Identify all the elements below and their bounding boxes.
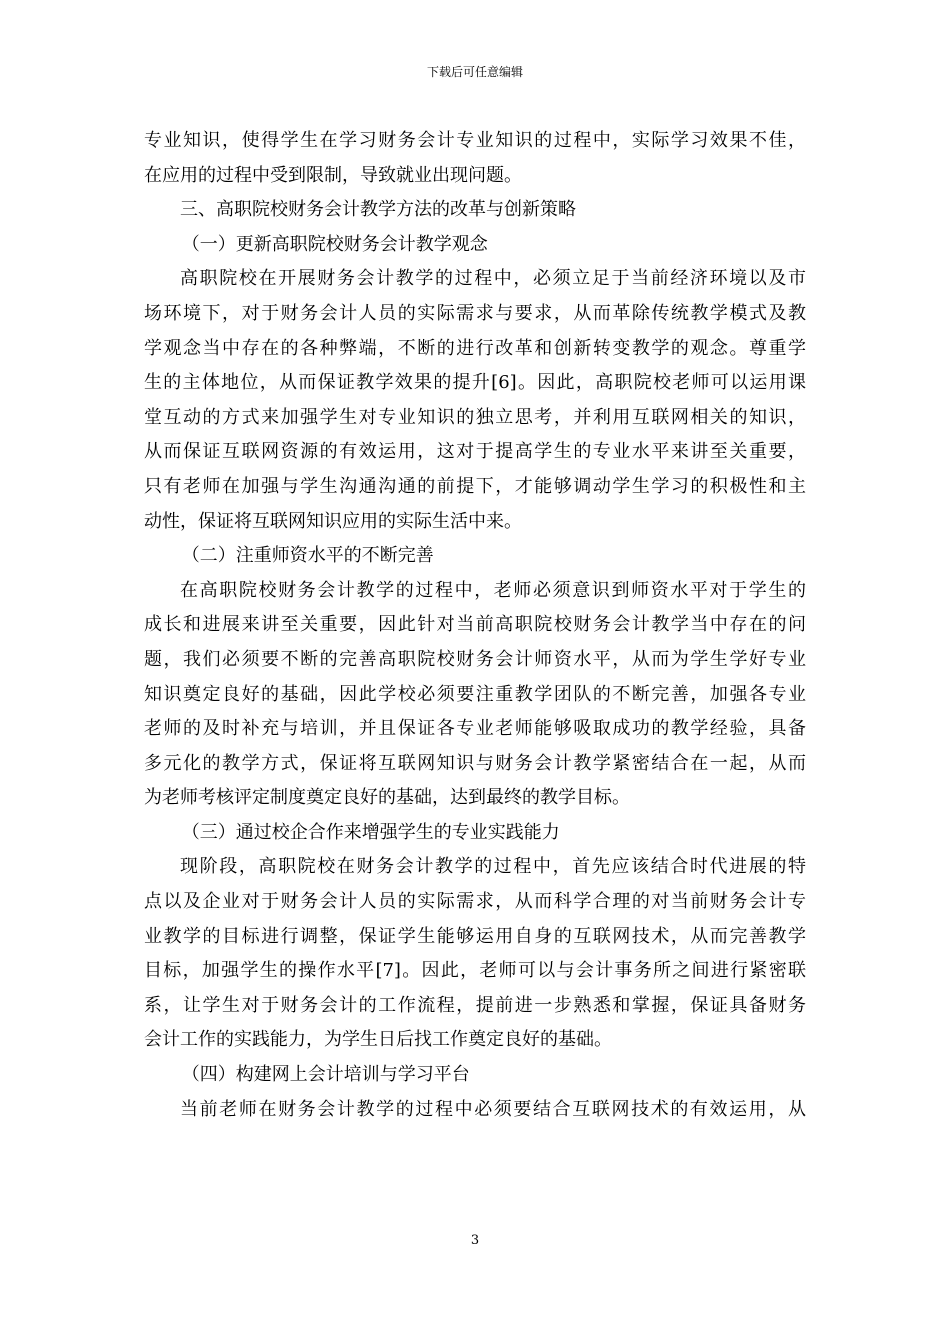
- section-heading: 三、高职院校财务会计教学方法的改革与创新策略: [180, 199, 576, 221]
- subsection-heading: （四）构建网上会计培训与学习平台: [181, 1064, 470, 1086]
- paragraph-line: 为老师考核评定制度奠定良好的基础，达到最终的教学目标。: [144, 787, 630, 809]
- paragraph-line: 会计工作的实践能力，为学生日后找工作奠定良好的基础。: [144, 1029, 612, 1051]
- paragraph-line: 生的主体地位，从而保证教学效果的提升[6]。因此，高职院校老师可以运用课: [144, 372, 806, 394]
- paragraph-line: 系，让学生对于财务会计的工作流程，提前进一步熟悉和掌握，保证具备财务: [144, 994, 806, 1016]
- document-body: [144, 124, 806, 1127]
- paragraph-line: 多元化的教学方式，保证将互联网知识与财务会计教学紧密结合在一起，从而: [144, 752, 806, 774]
- paragraph-line: 高职院校在开展财务会计教学的过程中，必须立足于当前经济环境以及市: [180, 268, 806, 290]
- paragraph-line: 现阶段，高职院校在财务会计教学的过程中，首先应该结合时代进展的特: [180, 856, 806, 878]
- paragraph-line: 只有老师在加强与学生沟通沟通的前提下，才能够调动学生学习的积极性和主: [144, 475, 806, 497]
- subsection-heading: （一）更新高职院校财务会计教学观念: [181, 233, 488, 255]
- subsection-heading: （二）注重师资水平的不断完善: [181, 545, 434, 567]
- paragraph-line: 点以及企业对于财务会计人员的实际需求，从而科学合理的对当前财务会计专: [144, 891, 806, 913]
- paragraph-line: 在应用的过程中受到限制，导致就业出现问题。: [144, 164, 522, 186]
- paragraph-line: 从而保证互联网资源的有效运用，这对于提高学生的专业水平来讲至关重要，: [144, 441, 806, 463]
- paragraph-line: 知识奠定良好的基础，因此学校必须要注重教学团队的不断完善，加强各专业: [144, 683, 806, 705]
- paragraph-line: 场环境下，对于财务会计人员的实际需求与要求，从而革除传统教学模式及教: [144, 302, 806, 324]
- subsection-heading: （三）通过校企合作来增强学生的专业实践能力: [181, 821, 560, 843]
- paragraph-line: 当前老师在财务会计教学的过程中必须要结合互联网技术的有效运用，从: [180, 1098, 806, 1120]
- paragraph-line: 学观念当中存在的各种弊端，不断的进行改革和创新转变教学的观念。尊重学: [144, 337, 806, 359]
- paragraph-line: 题，我们必须要不断的完善高职院校财务会计师资水平，从而为学生学好专业: [144, 648, 806, 670]
- paragraph-line: 动性，保证将互联网知识应用的实际生活中来。: [144, 510, 522, 532]
- paragraph-line: 业教学的目标进行调整，保证学生能够运用自身的互联网技术，从而完善教学: [144, 925, 806, 947]
- paragraph-line: 目标，加强学生的操作水平[7]。因此，老师可以与会计事务所之间进行紧密联: [144, 960, 806, 982]
- paragraph-line: 成长和进展来讲至关重要，因此针对当前高职院校财务会计教学当中存在的问: [144, 614, 806, 636]
- page-number: 3: [470, 1233, 480, 1248]
- page-header: 下载后可任意编辑: [426, 65, 523, 79]
- paragraph-line: 专业知识，使得学生在学习财务会计专业知识的过程中，实际学习效果不佳，: [144, 130, 806, 151]
- paragraph-line: 老师的及时补充与培训，并且保证各专业老师能够吸取成功的教学经验，具备: [144, 718, 806, 740]
- paragraph-line: 在高职院校财务会计教学的过程中，老师必须意识到师资水平对于学生的: [180, 579, 806, 601]
- paragraph-line: 堂互动的方式来加强学生对专业知识的独立思考，并利用互联网相关的知识，: [144, 406, 806, 428]
